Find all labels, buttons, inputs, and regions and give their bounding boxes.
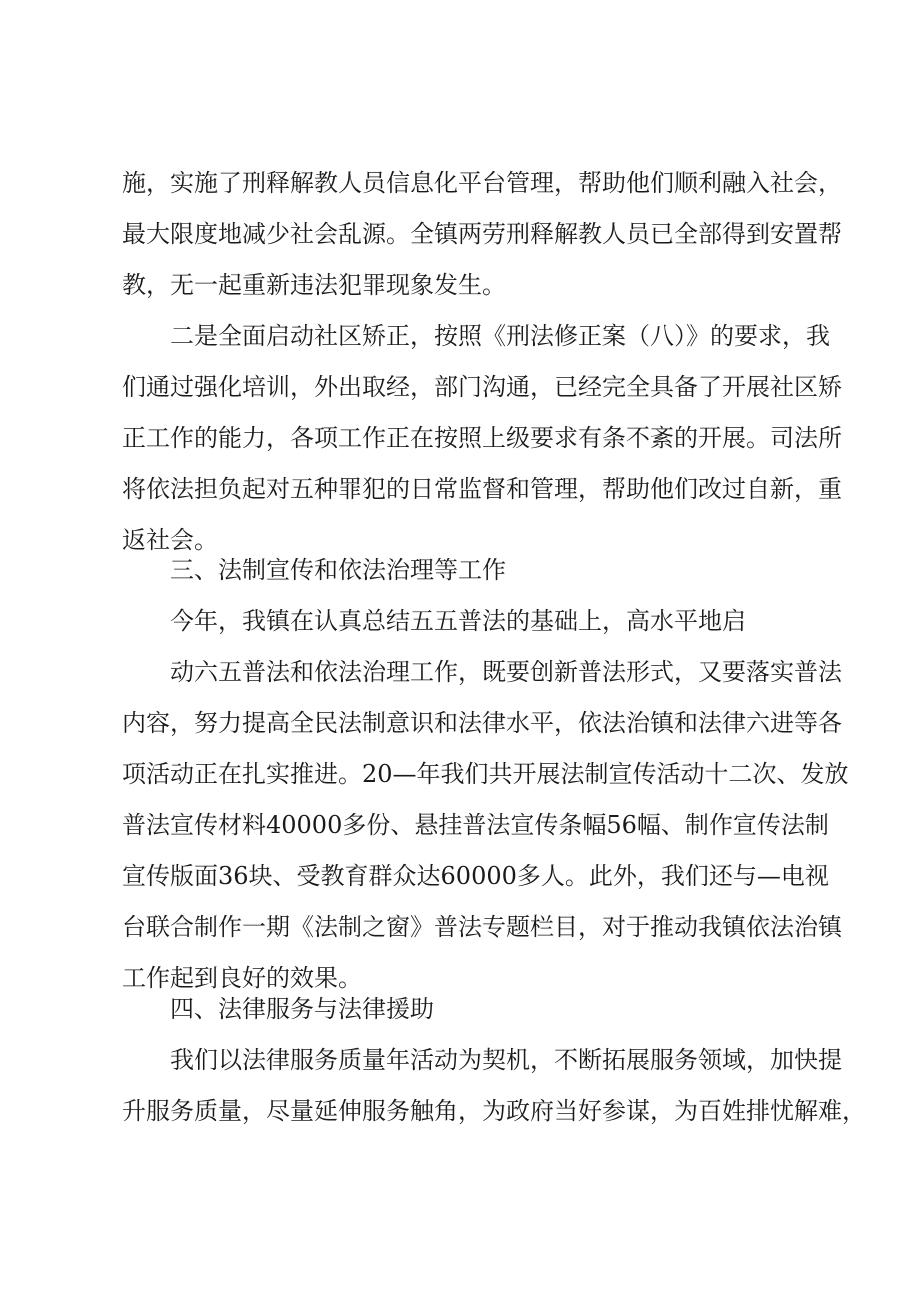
text-line: 我们以法律服务质量年活动为契机，不断拓展服务领域，加快提 xyxy=(170,1046,842,1074)
text-line: 台联合制作一期《法制之窗》普法专题栏目，对于推动我镇依法治镇 xyxy=(122,913,842,941)
text-line: 普法宣传材料40000多份、悬挂普法宣传条幅56幅、制作宣传法制 xyxy=(122,811,829,839)
text-line: 教，无一起重新违法犯罪现象发生。 xyxy=(122,271,506,299)
text-line: 返社会。 xyxy=(122,526,218,554)
text-line: 们通过强化培训，外出取经，部门沟通，已经完全具备了开展社区矫 xyxy=(122,373,842,401)
text-line: 内容，努力提高全民法制意识和法律水平，依法治镇和法律六进等各 xyxy=(122,709,842,737)
text-line: 项活动正在扎实推进。20—年我们共开展法制宣传活动十二次、发放 xyxy=(122,760,849,788)
section-heading: 四、法律服务与法律援助 xyxy=(170,995,434,1023)
section-heading: 三、法制宣传和依法治理等工作 xyxy=(170,556,506,584)
text-line: 二是全面启动社区矫正，按照《刑法修正案（八）》的要求，我 xyxy=(170,322,830,350)
text-line: 施，实施了刑释解教人员信息化平台管理，帮助他们顺利融入社会， xyxy=(122,169,842,197)
text-line: 动六五普法和依法治理工作，既要创新普法形式，又要落实普法 xyxy=(170,658,842,686)
text-line: 今年，我镇在认真总结五五普法的基础上，高水平地启 xyxy=(170,607,746,635)
text-line: 最大限度地减少社会乱源。全镇两劳刑释解教人员已全部得到安置帮 xyxy=(122,220,842,248)
text-line: 升服务质量，尽量延伸服务触角，为政府当好参谋，为百姓排忧解难， xyxy=(122,1097,866,1125)
text-line: 宣传版面36块、受教育群众达60000多人。此外，我们还与—电视 xyxy=(122,862,829,890)
text-line: 将依法担负起对五种罪犯的日常监督和管理，帮助他们改过自新，重 xyxy=(122,475,842,503)
text-line: 正工作的能力，各项工作正在按照上级要求有条不紊的开展。司法所 xyxy=(122,424,842,452)
text-line: 工作起到良好的效果。 xyxy=(122,964,362,992)
